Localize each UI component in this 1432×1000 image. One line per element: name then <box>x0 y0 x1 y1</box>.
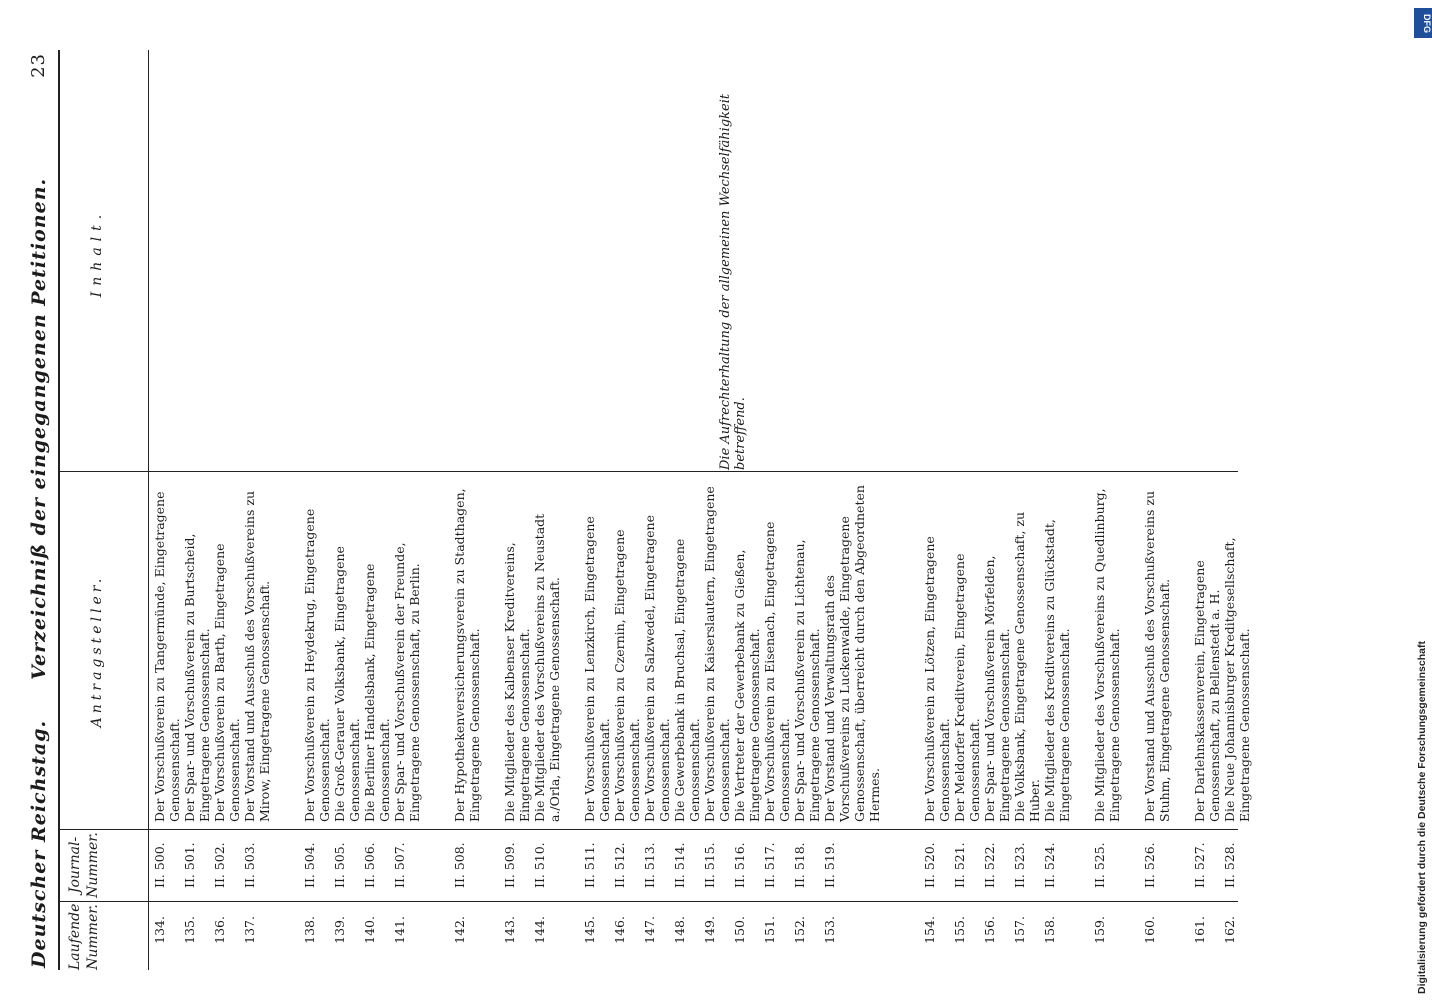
row-antragsteller: Der Spar- und Vorschußverein zu Burtscheid, Eingetragene Genossenschaft. <box>182 533 212 822</box>
row-lfd: 138. <box>302 916 317 944</box>
column-header-journal: Journal-Nummer. <box>67 832 101 898</box>
row-journal: II. 514. <box>672 842 687 888</box>
row-antragsteller: Der Vorstand und Ausschuß des Vorschußvereins zu Stuhm, Eingetragene Genossenschaft. <box>1142 490 1172 822</box>
row-antragsteller: Die Groß-Gerauer Volksbank, Eingetragene Genossenschaft. <box>332 546 362 822</box>
row-lfd: 153. <box>822 916 837 944</box>
column-header-inhalt: Inhalt. <box>89 208 105 298</box>
row-lfd: 161. <box>1192 916 1207 944</box>
row-lfd: 139. <box>332 916 347 944</box>
row-antragsteller: Die Mitglieder des Vorschußvereins zu Quedlinburg, Eingetragene Genossenschaft. <box>1092 488 1122 822</box>
row-lfd: 146. <box>612 916 627 944</box>
row-lfd: 156. <box>982 916 997 944</box>
row-lfd: 152. <box>792 916 807 944</box>
row-journal: II. 507. <box>392 842 407 888</box>
row-journal: II. 526. <box>1142 842 1157 888</box>
row-antragsteller: Die Neue Johannisburger Kreditgesellschaft, Eingetragene Genossenschaft. <box>1222 537 1252 822</box>
row-journal: II. 525. <box>1092 842 1107 888</box>
header-left: Deutscher Reichstag. <box>28 719 50 968</box>
row-journal: II. 501. <box>182 842 197 888</box>
row-journal: II. 508. <box>452 842 467 888</box>
row-antragsteller: Der Hypothekenversicherungsverein zu Stadthagen, Eingetragene Genossenschaft. <box>452 488 482 822</box>
row-journal: II. 528. <box>1222 842 1237 888</box>
row-lfd: 145. <box>582 916 597 944</box>
row-antragsteller: Der Vorschußverein zu Kaiserslautern, Eingetragene Genossenschaft. <box>702 486 732 822</box>
row-lfd: 155. <box>952 916 967 944</box>
row-journal: II. 509. <box>502 842 517 888</box>
row-lfd: 157. <box>1012 916 1027 944</box>
row-lfd: 137. <box>242 916 257 944</box>
page-header <box>28 45 54 980</box>
row-journal: II. 522. <box>982 842 997 888</box>
dfg-logo: DFG <box>1414 8 1432 38</box>
row-antragsteller: Der Vorstand und Ausschuß des Vorschußvereins zu Mirow, Eingetragene Genossenschaft. <box>242 490 272 822</box>
row-antragsteller: Der Vorschußverein zu Barth, Eingetragene Genossenschaft. <box>212 543 242 822</box>
row-antragsteller: Der Vorschußverein zu Tangermünde, Eingetragene Genossenschaft. <box>152 491 182 822</box>
row-antragsteller: Der Spar- und Vorschußverein der Freunde, Eingetragene Genossenschaft, zu Berlin. <box>392 542 422 822</box>
row-antragsteller: Der Spar- und Vorschußverein zu Lichtenau, Eingetragene Genossenschaft. <box>792 539 822 822</box>
row-lfd: 159. <box>1092 916 1107 944</box>
row-journal: II. 516. <box>732 842 747 888</box>
row-journal: II. 502. <box>212 842 227 888</box>
row-lfd: 147. <box>642 916 657 944</box>
row-antragsteller: Der Vorschußverein zu Salzwedel, Eingetragene Genossenschaft. <box>642 515 672 822</box>
inhalt-text: Die Aufrechterhaltung der allgemeinen Wechselfähigkeit betreffend. <box>718 93 748 470</box>
row-antragsteller: Der Vorschußverein zu Czernin, Eingetragene Genossenschaft. <box>612 529 642 822</box>
row-antragsteller: Der Spar- und Vorschußverein Mörfelden, Eingetragene Genossenschaft. <box>982 555 1012 822</box>
header-title: Verzeichniß der eingegangenen Petitionen. <box>28 177 50 680</box>
row-lfd: 162. <box>1222 916 1237 944</box>
page-number: 23 <box>28 53 49 78</box>
row-antragsteller: Die Mitglieder des Vorschußvereins zu Neustadt a./Orla, Eingetragene Genossenschaft. <box>532 513 562 822</box>
row-lfd: 134. <box>152 916 167 944</box>
row-antragsteller: Die Berliner Handelsbank, Eingetragene Genossenschaft. <box>362 563 392 822</box>
row-antragsteller: Die Mitglieder des Kreditvereins zu Glückstadt, Eingetragene Genossenschaft. <box>1042 519 1072 822</box>
row-lfd: 140. <box>362 916 377 944</box>
row-lfd: 149. <box>702 916 717 944</box>
header-rule <box>148 50 149 970</box>
row-journal: II. 519. <box>822 842 837 888</box>
row-journal: II. 515. <box>702 842 717 888</box>
row-lfd: 135. <box>182 916 197 944</box>
row-antragsteller: Die Gewerbebank in Bruchsal, Eingetragene Genossenschaft. <box>672 538 702 822</box>
row-antragsteller: Der Vorschußverein zu Lenzkirch, Eingetragene Genossenschaft. <box>582 516 612 822</box>
row-journal: II. 506. <box>362 842 377 888</box>
row-journal: II. 518. <box>792 842 807 888</box>
row-journal: II. 511. <box>582 842 597 888</box>
row-journal: II. 513. <box>642 842 657 888</box>
row-journal: II. 527. <box>1192 842 1207 888</box>
column-divider-3 <box>58 471 1238 472</box>
row-lfd: 158. <box>1042 916 1057 944</box>
row-antragsteller: Die Volksbank, Eingetragene Genossenschaft, zu Huber. <box>1012 511 1042 822</box>
row-antragsteller: Die Vertreter der Gewerbebank zu Gießen, Eingetragene Genossenschaft. <box>732 549 762 822</box>
column-divider-1 <box>58 901 1238 902</box>
row-journal: II. 503. <box>242 842 257 888</box>
row-journal: II. 510. <box>532 842 547 888</box>
row-journal: II. 523. <box>1012 842 1027 888</box>
row-lfd: 148. <box>672 916 687 944</box>
row-antragsteller: Der Vorstand und Verwaltungsrath des Vorschußvereins zu Luckenwalde, Eingetragene Genossenschaft, überreicht durch den Abgeordneten Hermes. <box>822 485 882 822</box>
row-journal: II. 521. <box>952 842 967 888</box>
row-journal: II. 504. <box>302 842 317 888</box>
column-header-antragsteller: Antragsteller. <box>89 574 105 728</box>
row-antragsteller: Der Vorschußverein zu Heydekrug, Eingetragene Genossenschaft. <box>302 508 332 822</box>
row-lfd: 136. <box>212 916 227 944</box>
row-journal: II. 505. <box>332 842 347 888</box>
row-antragsteller: Der Vorschußverein zu Lötzen, Eingetragene Genossenschaft. <box>922 536 952 822</box>
row-lfd: 154. <box>922 916 937 944</box>
row-lfd: 144. <box>532 916 547 944</box>
column-header-lfd: Laufende Nummer. <box>67 903 101 970</box>
row-journal: II. 500. <box>152 842 167 888</box>
row-journal: II. 512. <box>612 842 627 888</box>
side-note <box>1416 14 1432 994</box>
top-rule <box>58 50 60 970</box>
row-lfd: 143. <box>502 916 517 944</box>
row-journal: II. 524. <box>1042 842 1057 888</box>
row-lfd: 141. <box>392 916 407 944</box>
row-antragsteller: Der Meldorfer Kreditverein, Eingetragene Genossenschaft. <box>952 553 982 822</box>
row-journal: II. 517. <box>762 842 777 888</box>
side-note-text: Digitalisierung gefördert durch die Deutsche Forschungsgemeinschaft <box>1416 641 1428 994</box>
row-antragsteller: Der Darlehnskassenverein, Eingetragene Genossenschaft, zu Bellenstedt a. H. <box>1192 560 1222 822</box>
row-antragsteller: Die Mitglieder des Kalbenser Kreditvereins, Eingetragene Genossenschaft. <box>502 542 532 822</box>
row-journal: II. 520. <box>922 842 937 888</box>
row-antragsteller: Der Vorschußverein zu Eisenach, Eingetragene Genossenschaft. <box>762 521 792 822</box>
row-lfd: 160. <box>1142 916 1157 944</box>
row-lfd: 151. <box>762 916 777 944</box>
row-lfd: 150. <box>732 916 747 944</box>
row-lfd: 142. <box>452 916 467 944</box>
